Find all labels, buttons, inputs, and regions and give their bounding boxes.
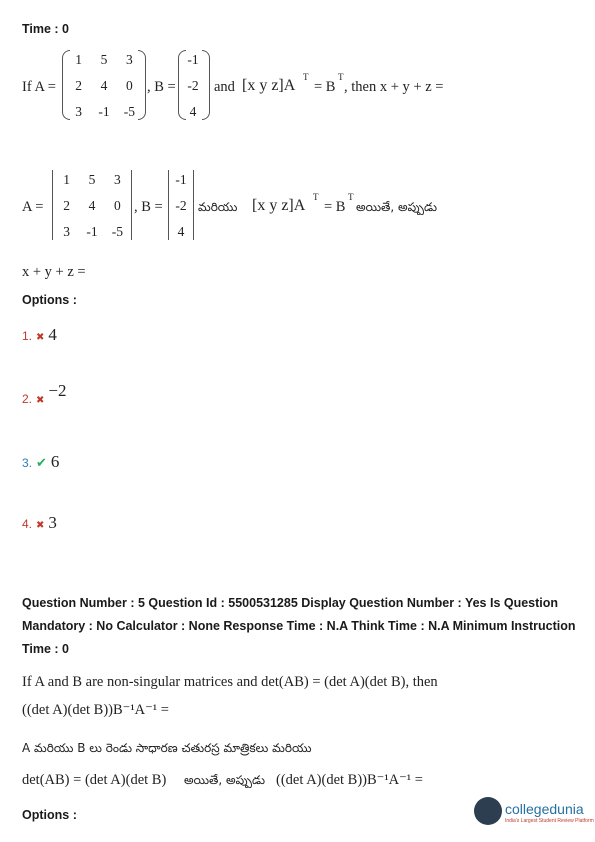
matrix-a-cell: 0: [113, 198, 121, 213]
matrix-b-cell: -2: [187, 78, 199, 93]
matrix-a-cell: -5: [111, 224, 123, 239]
matrix-a-left-bar: [52, 170, 53, 240]
q5-telugu-line1: A మరియు B లు రెండు సాధారణ చతురస్ర మాత్రికలు మరియు: [22, 741, 312, 755]
correct-icon: ✔: [36, 456, 47, 471]
options-label: Options :: [22, 293, 77, 307]
matrix-b-right-paren: [202, 50, 210, 120]
option-number: 4.: [22, 517, 33, 531]
matrix-a-cell: 3: [63, 224, 71, 239]
matrix-b-cell: 4: [177, 224, 185, 239]
matrix-a-cell: 3: [75, 104, 83, 119]
transpose-sup: T: [348, 192, 354, 202]
q5-telugu-ayithe: అయితే, అప్పుడు: [184, 773, 266, 787]
matrix-b-left-bar: [168, 170, 169, 240]
matrix-a-cell: 1: [63, 172, 71, 187]
ayithe-text: అయితే, అప్పుడు: [356, 200, 438, 214]
option-number: 3.: [22, 456, 33, 470]
matrix-a-cell: 2: [75, 78, 83, 93]
wrong-icon: ✖: [36, 520, 45, 531]
matrix-a-cell: 5: [88, 172, 96, 187]
question-meta-line2: Mandatory : No Calculator : None Response Time : N.A Think Time : N.A Minimum Instruction: [22, 619, 576, 633]
transpose-sup: T: [338, 72, 344, 82]
matrix-a-cell: 4: [88, 198, 96, 213]
collegedunia-logo-icon: [474, 797, 502, 825]
matrix-a-cell: 5: [100, 52, 108, 67]
matrix-a-cell: -1: [86, 224, 98, 239]
xyz-text: [x y z]A: [242, 77, 296, 94]
matrix-b-cell: 4: [189, 104, 197, 119]
if-a-text: If A =: [22, 79, 56, 95]
matrix-a-right-paren: [138, 50, 146, 120]
b-eq-text: , B =: [147, 79, 176, 95]
wrong-icon: ✖: [36, 332, 45, 343]
wrong-icon: ✖: [36, 395, 45, 406]
option-value: −2: [48, 381, 67, 400]
matrix-a-cell: 1: [75, 52, 83, 67]
then-text: , then x + y + z =: [344, 79, 444, 95]
transpose-sup: T: [313, 192, 319, 202]
matrix-a: [66, 52, 142, 120]
mariyu-text: మరియు: [198, 200, 238, 214]
option-value: 6: [50, 452, 60, 471]
and-text: and: [214, 79, 235, 95]
option-value: 4: [48, 325, 57, 344]
matrix-a-cell: 3: [125, 52, 133, 67]
option-1: [22, 325, 57, 345]
matrix-a-cell: 2: [63, 198, 71, 213]
logo-tagline: India's Largest Student Review Platform: [505, 818, 594, 824]
xyz-text: [x y z]A: [252, 197, 306, 214]
matrix-b: [182, 52, 204, 120]
matrix-b-telugu: [170, 172, 192, 240]
q5-english-line2: ((det A)(det B))B⁻¹A⁻¹ =: [22, 702, 169, 718]
matrix-b-right-bar: [193, 170, 194, 240]
time-label: Time : 0: [22, 22, 70, 36]
option-number: 2.: [22, 392, 33, 406]
matrix-a-cell: -1: [98, 104, 110, 119]
matrix-b-cell: -1: [175, 172, 187, 187]
option-value: 3: [48, 513, 57, 532]
matrix-a-cell: 3: [113, 172, 121, 187]
matrix-a-telugu: [54, 172, 130, 240]
option-4: [22, 513, 57, 533]
q5-telugu-det: det(AB) = (det A)(det B): [22, 772, 167, 788]
option-3: [22, 452, 59, 472]
matrix-a-cell: 0: [125, 78, 133, 93]
matrix-a-cell: 4: [100, 78, 108, 93]
matrix-a-right-bar: [131, 170, 132, 240]
q5-telugu-expression: ((det A)(det B))B⁻¹A⁻¹ =: [276, 772, 423, 788]
matrix-b-cell: -1: [187, 52, 199, 67]
q5-english-line1: If A and B are non-singular matrices and det(AB) = (det A)(det B), then: [22, 674, 438, 690]
options-label: Options :: [22, 808, 77, 822]
eq-b-text: = B: [324, 199, 346, 215]
eq-b-text: = B: [314, 79, 336, 95]
transpose-sup: T: [303, 72, 309, 82]
sum-text: x + y + z =: [22, 264, 86, 280]
matrix-b-cell: -2: [175, 198, 187, 213]
logo-name: collegedunia: [505, 801, 584, 817]
b-eq-text: , B =: [134, 199, 163, 215]
matrix-a-cell: -5: [123, 104, 135, 119]
option-number: 1.: [22, 329, 33, 343]
option-2: [22, 381, 67, 408]
question-meta-line1: Question Number : 5 Question Id : 5500531285 Display Question Number : Yes Is Question: [22, 596, 559, 610]
time-label: Time : 0: [22, 642, 70, 656]
a-eq-text: A =: [22, 199, 44, 215]
